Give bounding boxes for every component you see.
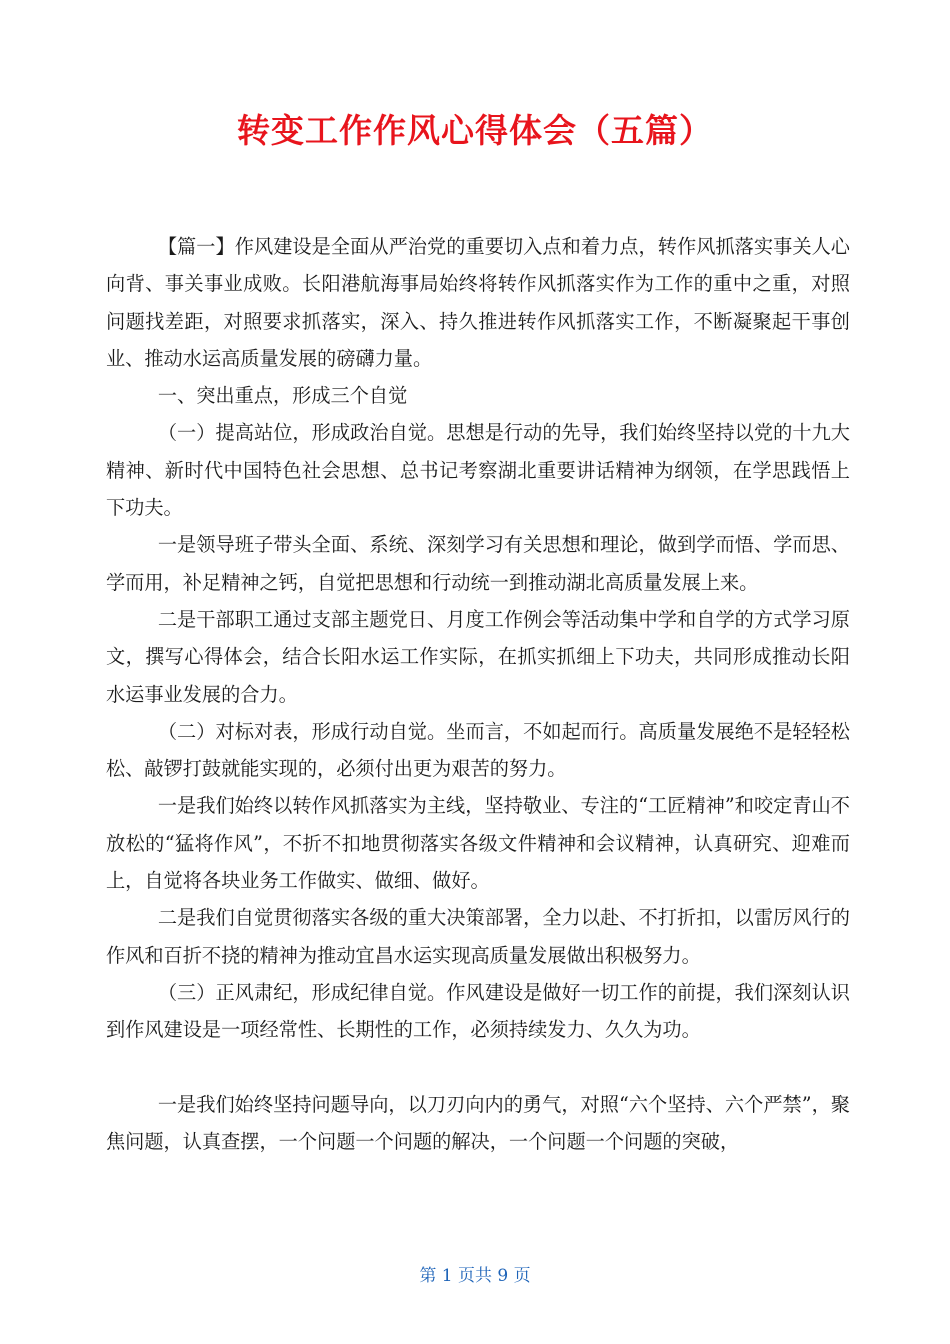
paragraph: 一是领导班子带头全面、系统、深刻学习有关思想和理论，做到学而悟、学而思、学而用，补足精神之钙，自觉把思想和行动统一到推动湖北高质量发展上来。	[106, 533, 850, 594]
paragraph: 一是我们始终坚持问题导向，以刀刃向内的勇气，对照“六个坚持、六个严禁”，聚焦问题，认真查摆，一个问题一个问题的解决，一个问题一个问题的突破，	[106, 1092, 850, 1153]
paragraph: 一是我们始终以转作风抓落实为主线，坚持敬业、专注的“工匠精神”和咬定青山不放松的“猛将作风”，不折不扣地贯彻落实各级文件精神和会议精神，认真研究、迎难而上，自觉将各块业务工作做实、做细、做好。	[106, 794, 850, 893]
paragraph: 二是我们自觉贯彻落实各级的重大决策部署，全力以赴、不打折扣，以雷厉风行的作风和百折不挠的精神为推动宜昌水运实现高质量发展做出积极努力。	[106, 906, 850, 967]
section-heading: 一、突出重点，形成三个自觉	[157, 384, 408, 408]
paragraph: （一）提高站位，形成政治自觉。思想是行动的先导，我们始终坚持以党的十九大精神、新时代中国特色社会思想、总书记考察湖北重要讲话精神为纲领，在学思践悟上下功夫。	[106, 421, 850, 520]
paragraph: （三）正风肃纪，形成纪律自觉。作风建设是做好一切工作的前提，我们深刻认识到作风建设是一项经常性、长期性的工作，必须持续发力、久久为功。	[106, 980, 850, 1042]
paragraph: （二）对标对表，形成行动自觉。坐而言，不如起而行。高质量发展绝不是轻轻松松、敲锣打鼓就能实现的，必须付出更为艰苦的努力。	[106, 719, 850, 781]
page-footer: 第 1 页共 9 页	[419, 1266, 531, 1286]
document-title: 转变工作作风心得体会（五篇）	[237, 111, 713, 150]
paragraph: 【篇一】作风建设是全面从严治党的重要切入点和着力点，转作风抓落实事关人心向背、事关事业成败。长阳港航海事局始终将转作风抓落实作为工作的重中之重，对照问题找差距，对照要求抓落实，深入、持久推进转作风抓落实工作，不断凝聚起干事创业、推动水运高质量发展的磅礴力量。	[106, 235, 850, 370]
paragraph: 二是干部职工通过支部主题党日、月度工作例会等活动集中学和自学的方式学习原文，撰写心得体会，结合长阳水运工作实际，在抓实抓细上下功夫，共同形成推动长阳水运事业发展的合力。	[106, 607, 850, 706]
document-body	[106, 228, 850, 1160]
